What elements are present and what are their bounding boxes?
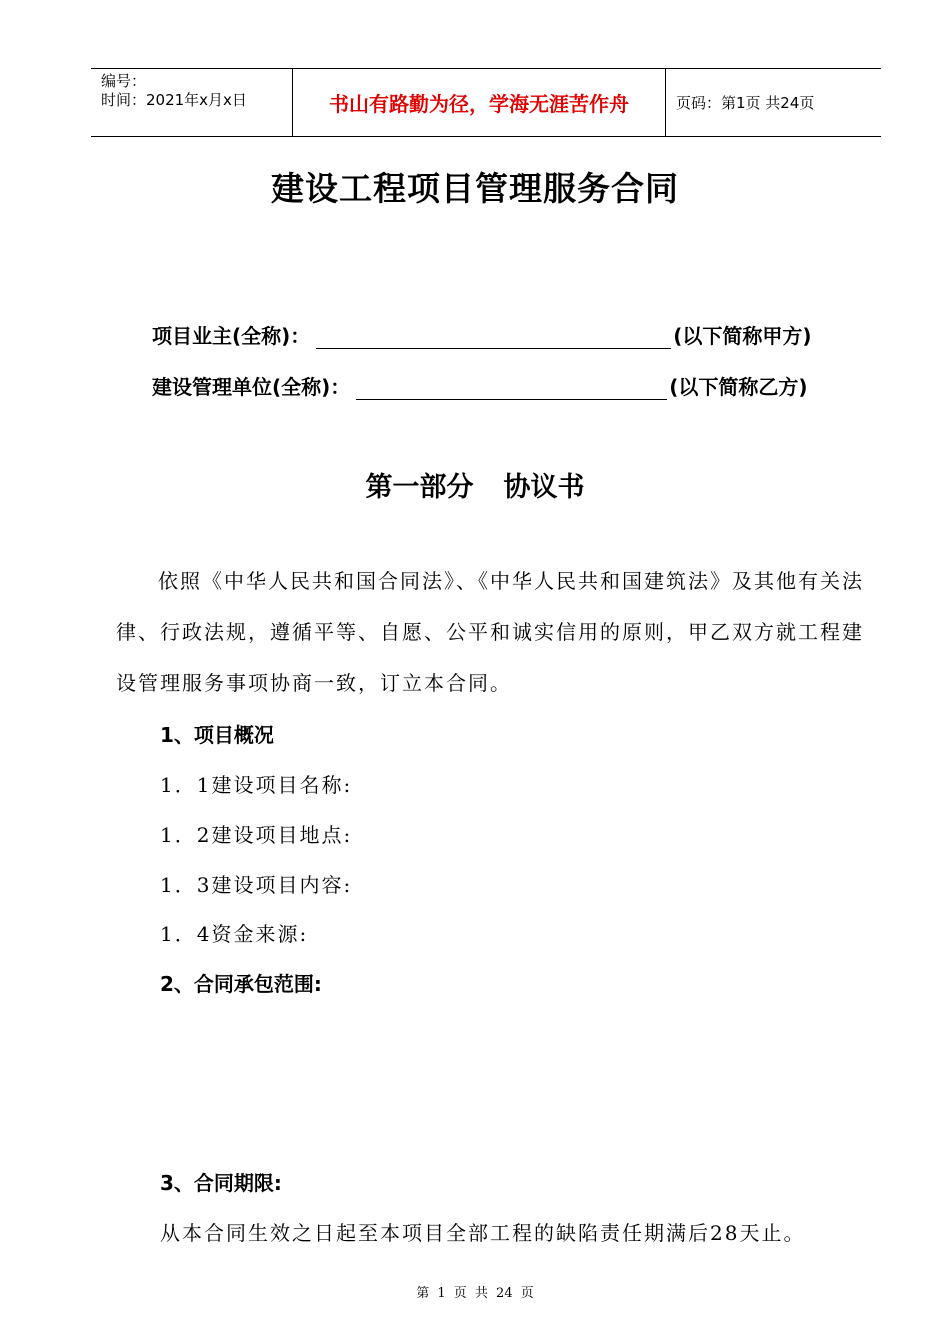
item-funding-source: 1．4资金来源: [160,922,309,946]
owner-suffix: (以下简称甲方) [673,324,812,348]
heading-contract-term: 3、合同期限: [160,1171,282,1195]
item-project-content: 1．3建设项目内容: [160,873,353,897]
owner-name-blank[interactable] [316,326,671,349]
manager-label: 建设管理单位(全称)： [152,375,351,399]
item-project-name: 1．1建设项目名称: [160,773,353,797]
document-header [91,68,881,137]
header-motto: 书山有路勤为径，学海无涯苦作舟 [293,69,666,136]
section-name: 协议书 [503,472,585,503]
manager-name-blank[interactable] [356,377,667,400]
manager-line [152,371,808,400]
contract-title: 建设工程项目管理服务合同 [271,169,679,208]
document-number-label: 编号： [101,72,147,90]
heading-contract-scope: 2、合同承包范围: [160,972,322,996]
intro-text: 依照《中华人民共和国合同法》、《中华人民共和国建筑法》及其他有关法律、行政法规，遵循平等、自愿、公平和诚实信用的原则，甲乙双方就工程建设管理服务事项协商一致，订立本合同。 [116,569,864,695]
owner-label: 项目业主(全称)： [152,324,311,348]
document-time-label: 时间：2021年x月x日 [101,91,247,109]
intro-paragraph [116,556,866,709]
manager-suffix: (以下简称乙方) [669,375,808,399]
section-heading [0,465,950,504]
header-meta-cell [91,69,293,136]
page-footer: 第 1 页 共 24 页 [416,1286,534,1301]
header-page-info: 页码：第1页 共24页 [676,94,815,112]
owner-line [152,320,812,349]
contract-term-text: 从本合同生效之日起至本项目全部工程的缺陷责任期满后28天止。 [160,1221,806,1245]
heading-project-overview: 1、项目概况 [160,723,274,747]
item-project-location: 1．2建设项目地点: [160,823,353,847]
section-part: 第一部分 [365,472,474,503]
